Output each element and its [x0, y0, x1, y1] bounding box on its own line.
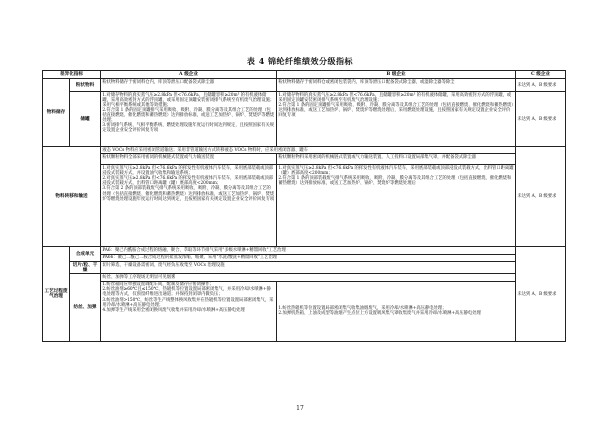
performance-grading-table [42, 70, 566, 342]
c-grade-cell: 未达到 A、B 级要求 [516, 247, 566, 341]
powder-b-cell: 粉状物料储存于密闭料仓或密闭包装袋内，库顶等泄压口配备袋式除尘器，或湿除尘器等除尘 [277, 79, 516, 92]
sub-spinning: 纺丝、加弹 [70, 274, 101, 341]
list-item: 2.符合第 1 条的顶部装载废气排气系统采用吸收、吸附、冷凝、膜分离等及其组合工艺的处理（包括直接燃烧、催化燃烧和蓄热燃烧）达到排放标准，或送工艺加热炉、锅炉、焚烧炉等燃烧处理后 [278, 176, 512, 187]
list-item: 2.符合第 1 条的固定顶罐排气采用吸收、吸附、冷凝、膜分离等及其组合工艺的处理（包括直接燃烧、催化燃烧和蓄热燃烧）达到排放标准，或送工艺加热炉、锅炉、焚烧炉等燃烧处理后，采用燃烧处理设施，且按照国家有关规定设置企业安全评价回复专项 [278, 102, 514, 119]
synthesis-pa6-cell: PA6：聚己内酰胺合成过程的熔融、聚合、萃取等环节排气采用"多级水喷淋+精馏回收"工艺治理 [101, 247, 516, 254]
table-row [43, 92, 566, 147]
c-grade-cell: 未达到 A、B 级要求 [516, 92, 566, 147]
sub-synthesis: 合成单元 [70, 247, 101, 262]
transfer-top-cell: 液态 VOCs 物料应采用密闭管道输送；采用非管道输送方式转移液态 VOCs 物料时，应采用密闭容器、罐车 [101, 147, 516, 154]
list-item: 3.符合第 2 条的顶部装载废气排气系统采用吸收、吸附、冷凝、膜分离等及其组合工艺的处理（包括直接燃烧、催化燃烧和蓄热燃烧）达到排放标准，或送工艺加热炉、锅炉、焚烧炉等燃烧处理设施年度运行时间达到规定，且按照国家有关规定设置企业安全评价回复专项 [102, 186, 275, 202]
list-item: 1.对真实蒸气压≥2.8kPa 但<76.6kPa 的挥发性有机液体汽车装车，采用底部装载或顶部浸没式装载方式，并设置油气收集和输送系统； [102, 166, 274, 177]
spinning-a-cell [101, 281, 277, 341]
table-row [43, 165, 566, 247]
table-row [43, 281, 566, 341]
list-item: 3.密闭排气系统、气相平衡系统、燃烧处理设施年度运行时间达到规定，且按照国家有关规定设置企业安全评价回复专项 [102, 123, 274, 134]
header-c-grade: C 级企业 [516, 71, 566, 79]
storage-a-cell [101, 92, 277, 147]
category-storage: 物料储存 [43, 79, 70, 147]
storage-b-cell [277, 92, 516, 147]
powder-a-cell: 粉状物料储存于密闭料仓内，库顶等泄压口配备袋式除尘器 [101, 79, 277, 92]
category-transfer: 物料转移和输送 [43, 147, 101, 247]
list-item: 2.对真实蒸气压≥2.8kPa 但<76.6kPa 的挥发性有机液体汽车装车，采用底部装载或顶部浸没式装载方式，出料管口距离罐（罐）底部高度<200mm； [102, 176, 274, 187]
header-indicator: 差异化指标 [43, 71, 101, 79]
list-item: 1.对储存物料的真实蒸气压≥2.8kPa 但<76.6kPa，且储罐容积≥20m³ 的有机液体储罐，采用高效密封方式的浮顶罐，或采用固定顶罐安装密闭排气系统至有机废气治理设施； [278, 92, 512, 103]
page-number: 17 [296, 405, 304, 412]
transfer-bot-b-cell [277, 165, 516, 247]
sub-cutting: 切片/粒、干燥 [70, 262, 101, 274]
c-grade-cell: 未达到 A、B 级要求 [516, 147, 566, 247]
table-row [43, 154, 566, 165]
table-row [43, 247, 566, 254]
list-item: 1.对储存物料的真实蒸气压≥2.8kPa 但<76.6kPa，且储罐容积≥20m³ 的有机液体储罐，采用高效密封方式的浮顶罐，或采用固定顶罐安装密闭排气系统至有机废气治理设施；采用气相平衡系统或其他等效措施； [102, 92, 275, 108]
table-row [43, 147, 566, 154]
list-item: 1.纺丝箱间应单独设置调配车间，配制及储存应密闭操作； [102, 282, 214, 288]
spinning-top-cell: 纺丝、加弹等工序现场无明显可见烟雾 [101, 274, 516, 281]
table-row [43, 262, 566, 274]
list-item: 2.加弹机热箱、上油及成型等油烟产生点位上方设置吸风集气罩收集废气并采用冷却/水喷淋+高压静电处理 [278, 311, 481, 317]
table-title: 表 4 锦纶纤维绩效分级指标 [246, 56, 354, 66]
table-row [43, 79, 566, 92]
transfer-bot-a-cell [101, 165, 277, 247]
list-item: 1.纺丝热辊机等位置设置局部密闭集气收集油烟废气，采用冷却/水喷淋+高压静电处理； [278, 306, 447, 312]
transfer-mid-b-cell: 粉状颗粒物料采用密闭的机械链式装置或气力输送装置，人工投料口设置局部集气罩，并配备袋式除尘器 [277, 154, 516, 165]
transfer-mid-a-cell: 粉状颗粒物料全部采用密闭的机械链式装置或气力输送装置 [101, 154, 277, 165]
table-row [43, 254, 566, 261]
header-row [43, 71, 566, 79]
spinning-b-cell [277, 281, 516, 341]
category-process: 工艺过程废气治理 [43, 247, 70, 341]
list-item: 4.加弹等生产线采用全密闭换风废气收集并采用冷却/水喷淋+高压静电处理 [102, 307, 245, 313]
list-item: 3.纺丝油剂>150℃，纺丝等生产线整体换风收集并在热辊机等位置设置局部密闭集气，采用冷却/水喷淋+高压静电处理； [102, 297, 274, 308]
synthesis-pa66-cell: PA66：聚己二酰己二胺合成过程的盐蒸发浓缩、缩聚、采用"水洗/酸洗+精馏回收"工艺治理 [101, 254, 516, 261]
cutting-cell: 切片筛选、干燥设备需密闭、废气经负压收集至 VOCs 治理设施 [101, 262, 516, 274]
list-item: 1.对真实蒸气压≥2.8kPa 但<76.6kPa 的挥发性有机液体汽车装车，采用底部装载或顶部浸没式装载方式，出料管口距离罐（罐）底部高度<200mm； [278, 166, 514, 177]
header-b-grade: B 级企业 [277, 71, 516, 79]
c-grade-cell: 未达到 A、B 级要求 [516, 79, 566, 92]
sub-storage-tank: 储罐 [70, 92, 101, 147]
table-row [43, 274, 566, 281]
sub-powder: 粉状物料 [70, 79, 101, 92]
list-item: 2.符合第 1 条的固定顶罐排气采用吸收、吸附、冷凝、膜分离等及其组合工艺的处理（包括直接燃烧、催化燃烧和蓄热燃烧）达到排放标准，或送工艺加热炉、锅炉、焚烧炉等燃烧处理； [102, 108, 275, 124]
header-a-grade: A 级企业 [101, 71, 277, 79]
list-item: 2.纺丝油剂≥60℃且≤150℃，热辊机等位置设置局部密闭集气，并采用冷却/水喷淋+静电处理等方式，仅预留纤维进出通道；并保持封闭罩内微负压； [102, 287, 271, 298]
